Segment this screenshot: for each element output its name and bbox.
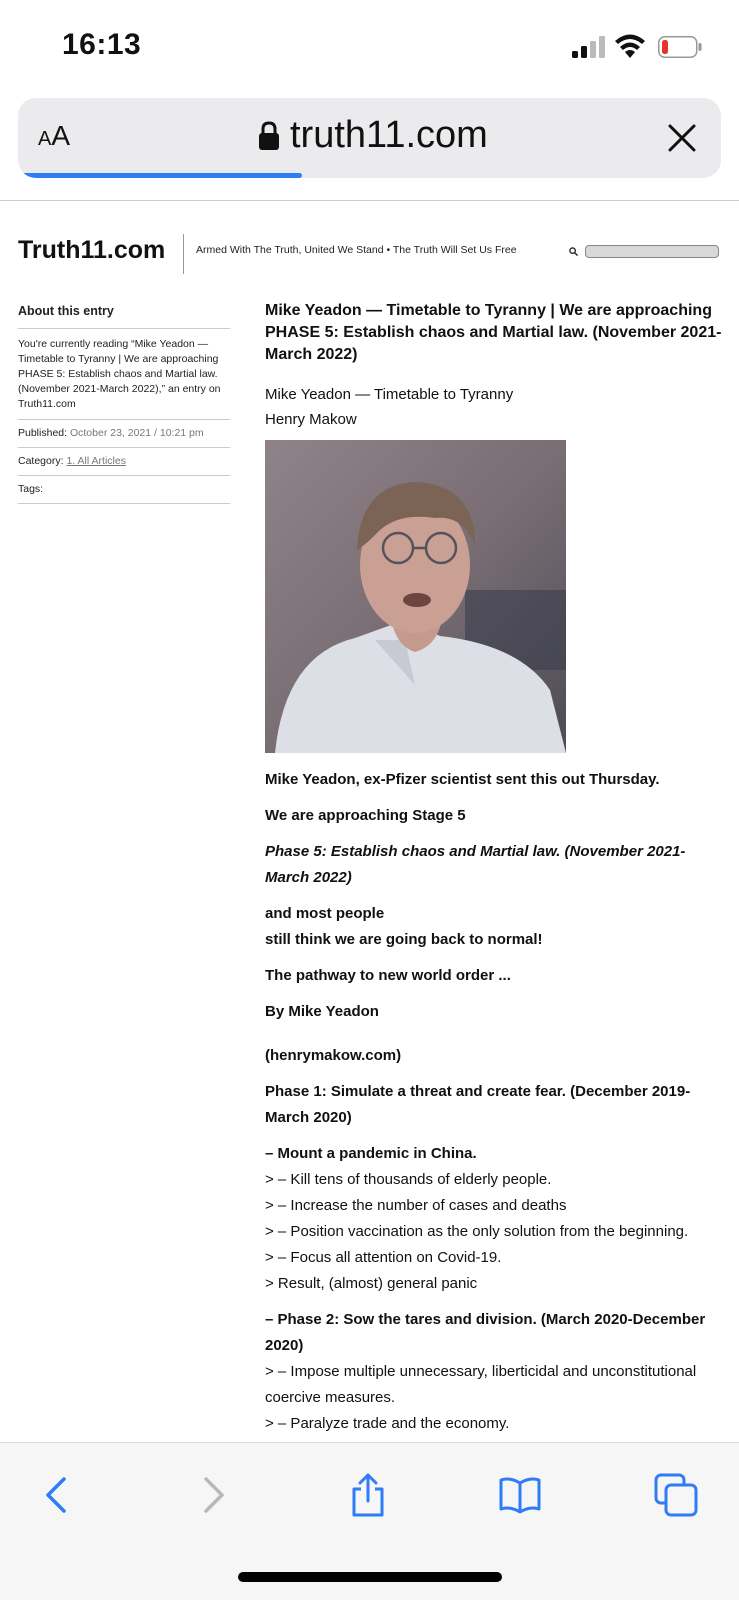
list-item: > – Position vaccination as the only solution from the beginning. <box>265 1223 689 1240</box>
bookmarks-icon[interactable] <box>498 1473 542 1517</box>
tags-row <box>18 476 230 504</box>
paragraph: – Phase 2: Sow the tares and division. (March 2020-December 2020) <box>265 1311 706 1354</box>
url-domain[interactable]: truth11.com <box>290 114 488 156</box>
paragraph: Phase 1: Simulate a threat and create fear. (December 2019-March 2020) <box>265 1083 691 1126</box>
paragraph: Mike Yeadon, ex-Pfizer scientist sent this out Thursday. <box>265 771 660 788</box>
forward-icon[interactable] <box>192 1473 236 1517</box>
list-item: > – Focus all attention on Covid-19. <box>265 1249 502 1266</box>
lock-icon <box>258 121 280 151</box>
sidebar-heading: About this entry <box>18 304 230 329</box>
search-input[interactable] <box>585 245 719 258</box>
paragraph: The pathway to new world order ... <box>265 967 511 984</box>
list-item: > – Paralyze trade and the economy. <box>265 1415 510 1432</box>
article-content <box>265 300 725 1437</box>
paragraph: still think we are going back to normal! <box>265 931 543 948</box>
about-entry-sidebar <box>18 304 230 504</box>
tags-label: Tags: <box>18 483 44 495</box>
published-row <box>18 420 230 448</box>
list-item: > – Kill tens of thousands of elderly people. <box>265 1171 552 1188</box>
category-link[interactable]: 1. All Articles <box>66 455 126 467</box>
paragraph: By Mike Yeadon <box>265 1003 379 1020</box>
published-label: Published: <box>18 427 68 439</box>
status-bar <box>0 0 739 90</box>
status-time: 16:13 <box>62 28 142 61</box>
paragraph: and most people <box>265 905 385 922</box>
paragraph: Phase 5: Establish chaos and Martial law. (November 2021-March 2022) <box>265 843 686 886</box>
article-title: Mike Yeadon — Timetable to Tyranny | We are approaching PHASE 5: Establish chaos and Martial law. (November 2021-March 2022) <box>265 302 722 363</box>
published-value: October 23, 2021 / 10:21 pm <box>69 427 204 439</box>
text-size-button[interactable]: AA <box>38 120 71 151</box>
site-title[interactable]: Truth11.com <box>18 236 166 264</box>
share-icon[interactable] <box>346 1473 390 1517</box>
cellular-signal-icon <box>572 36 606 58</box>
address-bar[interactable] <box>18 98 721 178</box>
sidebar-blurb: You're currently reading “Mike Yeadon — Timetable to Tyranny | We are approaching PHASE 5: Establish chaos and Martial law. (November 2021-March 2022),” an entry on Truth11.com <box>18 329 230 420</box>
article-author: Henry Makow <box>265 411 357 428</box>
tabs-icon[interactable] <box>654 1473 698 1517</box>
close-icon[interactable] <box>666 122 698 154</box>
list-item: > – Impose multiple unnecessary, liberticidal and unconstitutional coercive measures. <box>265 1363 697 1406</box>
search-icon[interactable] <box>569 247 578 256</box>
paragraph: – Mount a pandemic in China. <box>265 1145 477 1162</box>
portrait-photo <box>265 440 566 753</box>
list-item: > – Increase the number of cases and deaths <box>265 1197 567 1214</box>
article-subtitle: Mike Yeadon — Timetable to Tyranny <box>265 386 514 403</box>
back-icon[interactable] <box>34 1473 78 1517</box>
list-item: > Result, (almost) general panic <box>265 1275 478 1292</box>
battery-icon <box>658 36 702 58</box>
category-label: Category: <box>18 455 64 467</box>
category-row <box>18 448 230 476</box>
page-load-progress <box>22 173 302 178</box>
header-divider <box>0 200 739 201</box>
paragraph: We are approaching Stage 5 <box>265 807 466 824</box>
home-indicator[interactable] <box>238 1572 502 1582</box>
paragraph: (henrymakow.com) <box>265 1047 402 1064</box>
wifi-icon <box>614 33 646 59</box>
site-tagline: Armed With The Truth, United We Stand • The Truth Will Set Us Free <box>196 244 517 256</box>
header-separator <box>183 234 184 274</box>
